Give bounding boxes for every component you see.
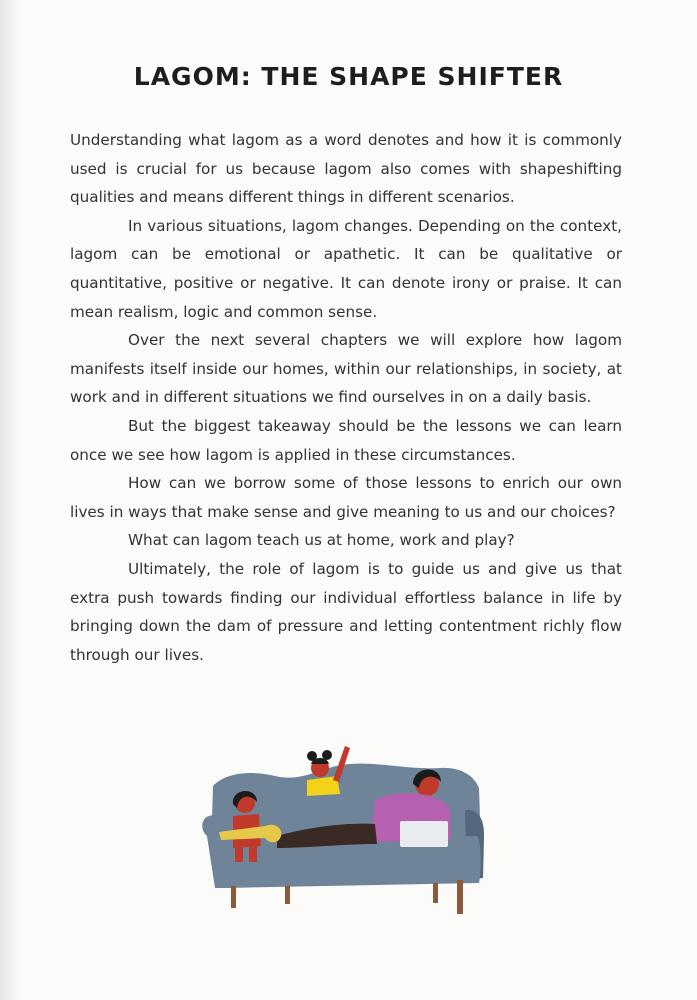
- child-hair-bun: [322, 750, 332, 760]
- paragraph: Over the next several chapters we will explore how lagom manifests itself inside our homes, within our relationships, in society, at work and in different situations we find ourselves in on a daily basis.: [70, 331, 622, 407]
- paragraph: How can we borrow some of those lessons to enrich our own lives in ways that make sense and give meaning to us and our choices?: [70, 474, 622, 521]
- sofa-leg: [457, 880, 463, 914]
- sofa-leg: [433, 883, 438, 903]
- paragraph: But the biggest takeaway should be the lessons we can learn once we see how lagom is applied in these circumstances.: [70, 416, 622, 464]
- body-text: [70, 126, 622, 669]
- paragraph: What can lagom teach us at home, work and play?: [128, 531, 515, 550]
- paragraph: Ultimately, the role of lagom is to guide us and give us that extra push towards finding our individual effortless balance in life by bringing down the dam of pressure and letting contentment richly flow through our lives.: [70, 559, 622, 664]
- kid-leg: [249, 846, 257, 862]
- paragraph: Understanding what lagom as a word denotes and how it is commonly used is crucial for us because lagom also comes with shapeshifting qualities and means different things in different scenarios.: [70, 131, 622, 207]
- sofa-armrest: [202, 815, 229, 888]
- page-title: LAGOM: THE SHAPE SHIFTER: [133, 62, 564, 91]
- paragraph: In various situations, lagom changes. Depending on the context, lagom can be emotional or apathetic. It can be qualitative or quantitative, positive or negative. It can denote irony or praise. It can mean realism, logic and common sense.: [70, 216, 622, 321]
- book-spine-shadow: [0, 0, 22, 1000]
- family-on-sofa-illustration: [195, 728, 495, 928]
- laptop-icon: [400, 821, 448, 847]
- kid-leg: [235, 846, 243, 862]
- sofa-leg: [231, 886, 236, 908]
- sofa-leg: [285, 886, 290, 904]
